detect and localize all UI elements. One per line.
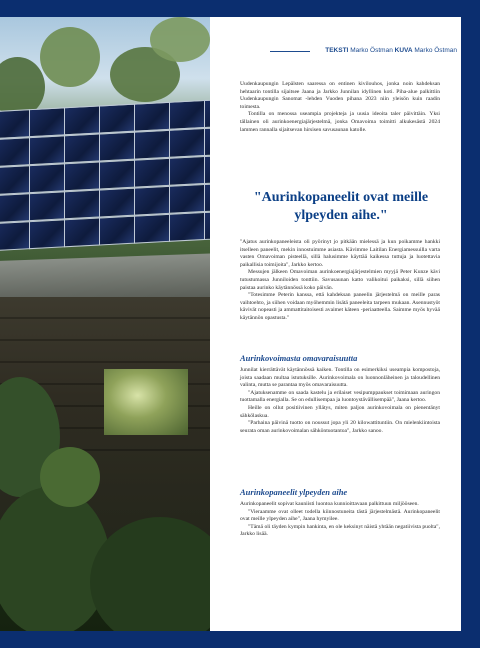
solar-cell [169,184,205,214]
section-1-paragraph-3: "Totesimme Peterin kanssa, että kahdeksan paneelin järjestelmä on meille paras vaihtoehto, ja siihen voidaan myöhemmin lisätä paneeleita tarpeen mukaan. Asennustyöt kävivät nopeasti ja ammattitaitoisesti avaimet käteen -periaatteella. Saimme myös hyvää käytännön opastusta." [240,292,440,321]
solar-cell [99,216,135,246]
section-3-paragraph-1: Aurinkopaneelit sopivat kauniisti luontoa kunnioittavaan palkittuun miljööseen. [240,501,419,507]
solar-panels-photo [0,17,210,631]
solar-cell [0,109,30,139]
pull-quote: "Aurinkopaneelit ovat meille ylpeyden aihe." [253,190,429,223]
intro-paragraph-2: Tontilla on menossa useampia projekteja ja uusia ideoita taler päivittäin. Yksi tällainen oli aurinkoenergiajärjestelmä, jonka Omavoima toimitti alkukesästä 2024 lammen rannalla sijaitsevan hirsisen savusaunan katolle. [240,111,440,133]
section-2-paragraph-3: Heille on ollut positiivinen yllätys, miten paljon aurinkovoimala on pienentänyt sähkölaskua. [240,404,440,419]
section-2-text [240,367,440,435]
solar-cell [134,158,170,188]
solar-cell [29,135,65,165]
solar-cell [99,188,135,218]
solar-cell [64,217,100,247]
solar-cell [29,107,65,137]
solar-cell [64,161,100,191]
solar-cell [0,193,30,223]
omavoima-logo [409,605,460,614]
byline-rule [270,51,310,52]
solar-cell [169,128,205,158]
omavoima-logo-icon [409,605,418,614]
solar-cell [64,105,100,135]
section-3-heading: Aurinkopaneelit ylpeyden aihe [240,487,348,497]
solar-cell [29,163,65,193]
solar-cell [169,212,205,242]
byline-photo-author: Marko Östman [414,47,457,54]
solar-cell [169,156,205,186]
solar-cell [169,100,205,130]
byline-photo-label: KUVA [394,47,413,54]
solar-cell [64,189,100,219]
section-2-paragraph-1: Junnilat kierrättävät käytännössä kaiken. Tontilla on esimerkiksi useampia kompostoja, joista saadaan multaa istutuksille. Aurinkovoimala on luonnonläheinen ja taloudellinen valinta, mutta se parantaa myös omavaraisuutta. [240,367,440,389]
solar-cell [99,132,135,162]
byline-text-author: Marko Östman [350,47,393,54]
section-2-paragraph-2: "Ajatuksenamme on saada kastelu ja erilaiset vesipumppaukset toimimaan auringon tuottamalla energialla. Se on edullisempaa ja luontoystävällisempää", Jaana kertoo. [240,389,440,404]
solar-cell [99,160,135,190]
intro-text [240,81,440,134]
solar-panel-array [0,99,210,261]
byline-text-label: TEKSTI [325,47,349,54]
article-page [210,17,461,631]
sauna-window [104,369,188,435]
solar-cell [99,104,135,134]
solar-cell [134,102,170,132]
solar-cell [134,130,170,160]
solar-cell [0,221,30,251]
section-2-heading: Aurinkovoimasta omavaraisuutta [240,353,358,363]
section-1-paragraph-1: "Ajatus aurinkopaneeleista oli pyörinyt jo pitkään mielessä ja kun poikamme hankki itselleen paneelit, mekin innostuimme asiasta. Kävimme Laitilan Energiamessuilla varta vasten Omavoiman pisteellä, sillä halusimme käyttää kaikessa tuttuja ja luotettavia paikallisia toimijoita", Jarkko kertoo. [240,239,440,268]
solar-cell [64,133,100,163]
solar-cell [134,214,170,244]
section-3-text [240,501,440,539]
solar-cell [0,165,30,195]
solar-cell [29,219,65,249]
solar-cell [0,137,30,167]
byline [325,47,457,54]
section-1-text [240,239,440,323]
solar-cell [29,191,65,221]
section-3-paragraph-2: "Vieraamme ovat olleet todella kiinnostuneita tästä järjestelmästä. Aurinkopaneelit ovat meille ylpeyden aihe", Jaana hymyilee. [240,508,440,523]
section-1-paragraph-2: Messujen jälkeen Omavoiman aurinkoenergiajärjestelmien myyjä Peter Kunze kävi tutustumassa Junniloiden tonttiin. Savusaunan katto valikoitui paikaksi, sillä siihen paistaa aurinko käytännössä koko päivän. [240,269,440,291]
section-3-paragraph-3: "Tämä oli täyden kympin hankinta, en ole keksinyt näistä yhtään negatiivista puolta", Jarkko lisää. [240,523,440,538]
section-2-paragraph-4: "Parhaina päivinä tuotto on noussut jopa yli 20 kilowattituntiin. On mielenkiintoista seurata oman aurinkovoimalan sähköntuotantoa", Jarkko sanoo. [240,420,440,434]
omavoima-logo-text: OMAVOIMA [421,606,460,613]
solar-cell [134,186,170,216]
intro-paragraph-1: Uudenkaupungin Lepälsten saaressa on entinen kivilouhos, jonka noin kahdeksan hehtaarin tontilla sijaitsee Jaana ja Jarkko Junnilan idyllinen koti. Piha-alue palkittiin Uudenkaupungin Sanomat -lehden Vuoden pihana 2023 niin yleisön kuin raadin toimesta. [240,81,440,110]
